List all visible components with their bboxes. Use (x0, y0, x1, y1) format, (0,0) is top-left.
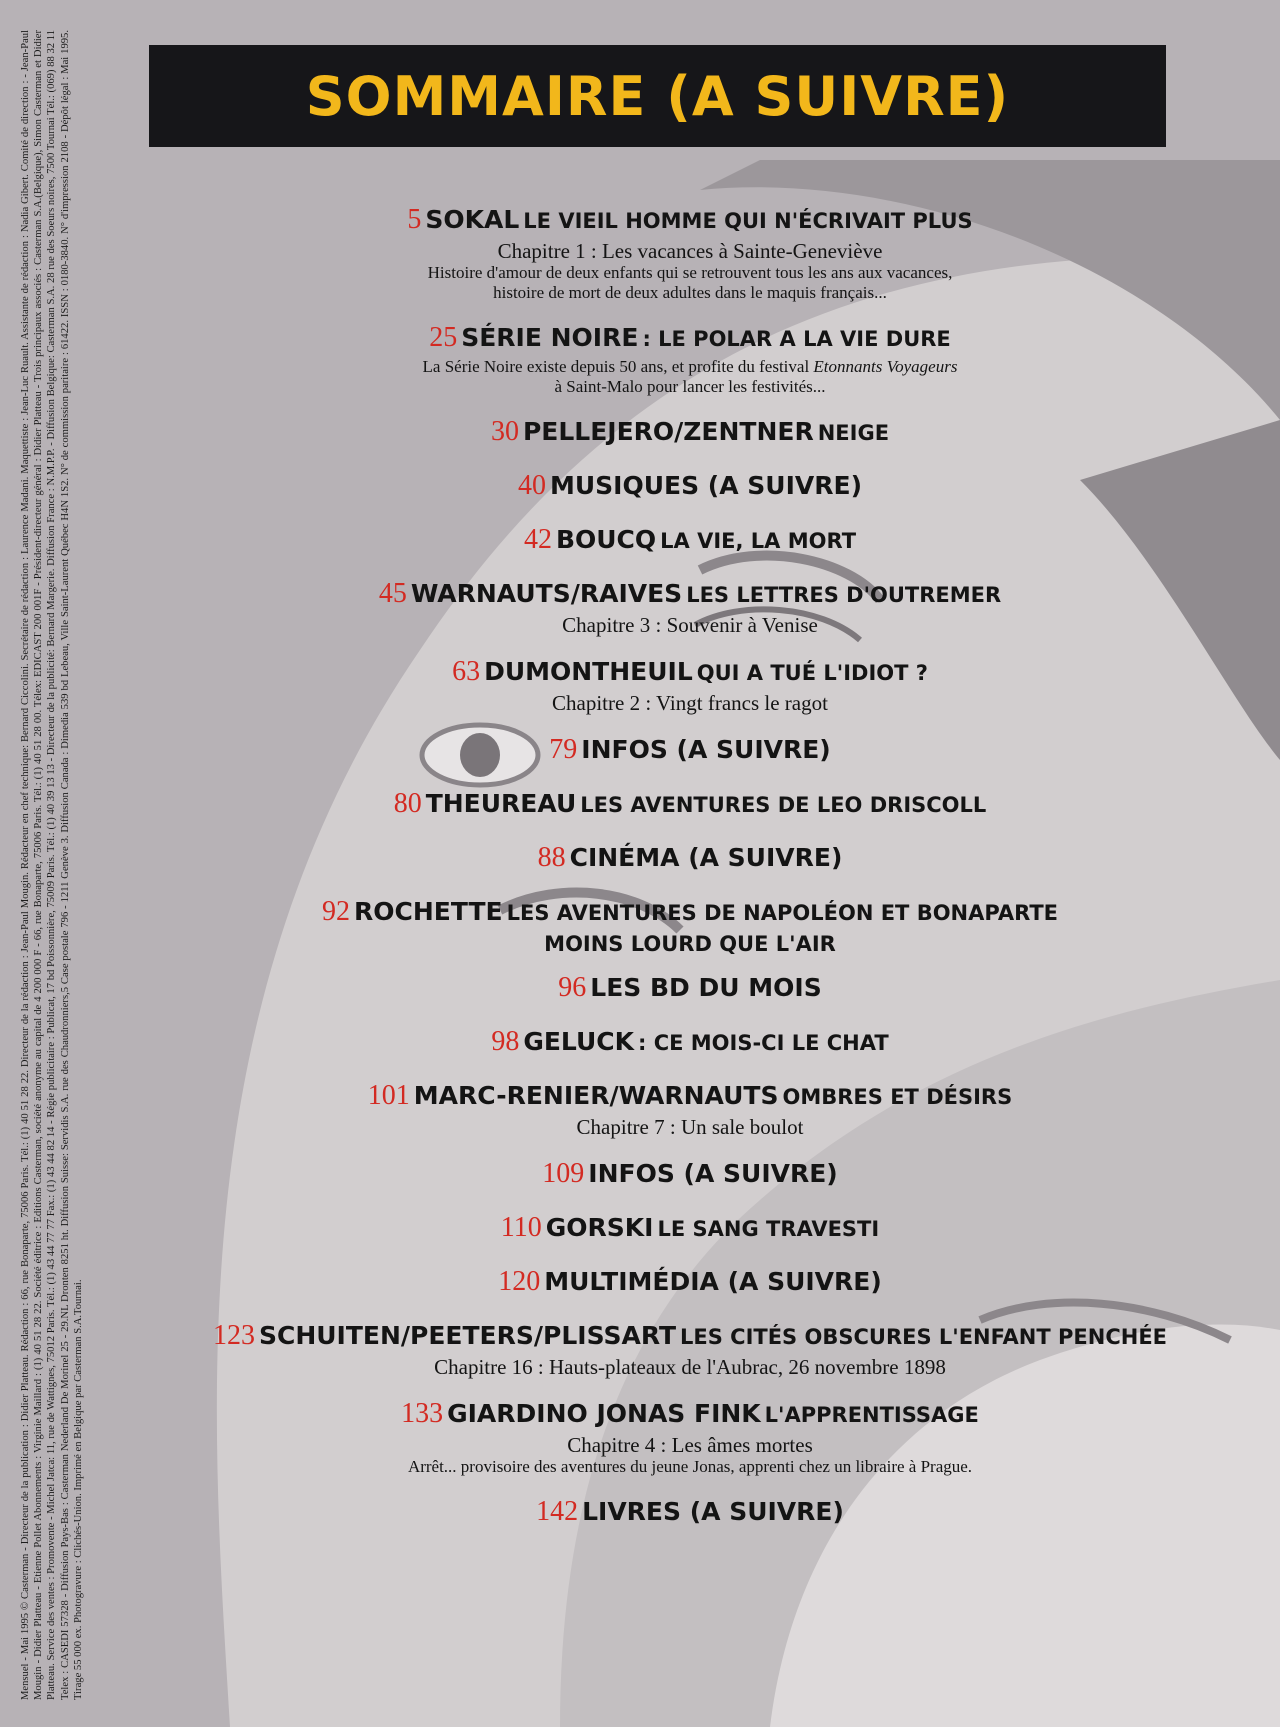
entry-author: CINÉMA (A SUIVRE) (569, 843, 843, 872)
toc-entry (190, 1497, 1190, 1531)
page-number: 109 (542, 1158, 585, 1189)
entry-author: MUSIQUES (A SUIVRE) (549, 471, 862, 500)
entry-author: INFOS (A SUIVRE) (588, 1159, 838, 1188)
entry-title: LES LETTRES D'OUTREMER (686, 583, 1002, 607)
title-banner (149, 45, 1166, 147)
entry-author: GORSKI (545, 1213, 654, 1242)
page-number: 123 (212, 1320, 255, 1351)
entry-chapter: Chapitre 1 : Les vacances à Sainte-Geneviève (497, 239, 883, 263)
entry-author: BOUCQ (555, 525, 657, 554)
page-number: 79 (549, 734, 578, 765)
entry-chapter: Chapitre 7 : Un sale boulot (576, 1115, 804, 1139)
entry-author: MULTIMÉDIA (A SUIVRE) (544, 1267, 882, 1296)
page-number: 30 (490, 416, 519, 447)
entry-title: LES CITÉS OBSCURES L'ENFANT PENCHÉE (680, 1325, 1168, 1349)
entry-author: MARC-RENIER/WARNAUTS (413, 1081, 779, 1110)
entry-title: LE VIEIL HOMME QUI N'ÉCRIVAIT PLUS (523, 209, 973, 233)
toc-entry (190, 417, 1190, 451)
toc-entry (190, 735, 1190, 769)
toc-entry (190, 1027, 1190, 1061)
page-number: 80 (393, 788, 422, 819)
toc-entry (190, 205, 1190, 303)
entry-description: Histoire d'amour de deux enfants qui se retrouvent tous les ans aux vacances, (427, 263, 953, 282)
toc-entry (190, 973, 1190, 1007)
page-title: SOMMAIRE (A SUIVRE) (305, 64, 1010, 128)
page-number: 45 (378, 578, 407, 609)
entry-title-line-2: MOINS LOURD QUE L'AIR (544, 932, 836, 956)
entry-chapter: Chapitre 16 : Hauts-plateaux de l'Aubrac, 26 novembre 1898 (434, 1355, 946, 1379)
entry-title: OMBRES ET DÉSIRS (782, 1085, 1013, 1109)
entry-title: LA VIE, LA MORT (660, 529, 857, 553)
page-number: 98 (491, 1026, 520, 1057)
toc-entry (190, 525, 1190, 559)
entry-author: PELLEJERO/ZENTNER (522, 417, 814, 446)
entry-chapter: Chapitre 4 : Les âmes mortes (567, 1433, 813, 1457)
toc-entry (190, 579, 1190, 637)
entry-title: : LE POLAR A LA VIE DURE (642, 327, 951, 351)
entry-author: INFOS (A SUIVRE) (581, 735, 831, 764)
entry-chapter: Chapitre 3 : Souvenir à Venise (562, 613, 818, 637)
toc-entry (190, 657, 1190, 715)
entry-author: GELUCK (523, 1027, 634, 1056)
page-number: 25 (429, 322, 458, 353)
entry-description: à Saint-Malo pour lancer les festivités... (554, 377, 826, 396)
entry-author: THEUREAU (425, 789, 577, 818)
toc-entry (190, 1399, 1190, 1477)
toc-entry (190, 1159, 1190, 1193)
entry-description: histoire de mort de deux adultes dans le maquis français... (493, 283, 887, 302)
page-number: 120 (498, 1266, 541, 1297)
toc-entry (190, 1213, 1190, 1247)
entry-author: ROCHETTE (353, 897, 503, 926)
toc-entry (190, 1081, 1190, 1139)
page-number: 5 (407, 204, 422, 235)
page-number: 40 (517, 470, 546, 501)
toc-entry (190, 789, 1190, 823)
page-number: 63 (452, 656, 481, 687)
toc-entry (190, 1321, 1190, 1379)
entry-title: LES AVENTURES DE NAPOLÉON ET BONAPARTE (506, 901, 1058, 925)
page-number: 96 (558, 972, 587, 1003)
entry-chapter: Chapitre 2 : Vingt francs le ragot (552, 691, 828, 715)
entry-author: WARNAUTS/RAIVES (410, 579, 683, 608)
entry-description-italic: Etonnants Voyageurs (813, 357, 958, 376)
entry-author: SOKAL (425, 205, 520, 234)
toc-entry (190, 323, 1190, 397)
entry-description: Arrêt... provisoire des aventures du jeune Jonas, apprenti chez un libraire à Prague. (407, 1457, 973, 1476)
toc-entry (190, 1267, 1190, 1301)
page-number: 101 (367, 1080, 410, 1111)
entry-title: LE SANG TRAVESTI (657, 1217, 880, 1241)
entry-title: QUI A TUÉ L'IDIOT ? (696, 661, 928, 685)
toc-entry (190, 471, 1190, 505)
entry-description: La Série Noire existe depuis 50 ans, et profite du festival (422, 357, 814, 376)
page-number: 88 (537, 842, 566, 873)
masthead-imprint (19, 30, 101, 1700)
entry-title: NEIGE (817, 421, 890, 445)
entry-title: : CE MOIS-CI LE CHAT (637, 1031, 889, 1055)
toc-entry (190, 843, 1190, 877)
table-of-contents (190, 205, 1190, 1551)
page-number: 133 (401, 1398, 444, 1429)
entry-author: DUMONTHEUIL (484, 657, 693, 686)
entry-author: LIVRES (A SUIVRE) (582, 1497, 844, 1526)
entry-title: L'APPRENTISSAGE (764, 1403, 979, 1427)
entry-author: SÉRIE NOIRE (461, 323, 639, 352)
entry-author: GIARDINO JONAS FINK (447, 1399, 761, 1428)
page-number: 142 (536, 1496, 579, 1527)
page-number: 92 (321, 896, 350, 927)
toc-entry (190, 897, 1190, 957)
entry-author: SCHUITEN/PEETERS/PLISSART (258, 1321, 676, 1350)
entry-author: LES BD DU MOIS (590, 973, 822, 1002)
masthead-text: Mensuel - Mai 1995 © Casterman - Directeur de la publication : Didier Platteau. Rédaction : 66, rue Bonaparte, 75006 Paris. Tél.: (1) 40 51 28 22. Directeur de la rédaction : Jean-Paul Mougin. Rédacteur en chef technique: Bernard Ciccolini. Secrétaire de rédaction : Laurence Madani. Maquettiste : Jean-Luc Ruault. Assistante de rédaction : Nadia Gibert. Comité de direction : - Jean-Paul Mougin - Didier Platteau - Etienne Pollet Abonnements : Virginie Maillard : (1) 40 51 28 22. Société éditrice : Editions Casterman, société anonyme au capital de 4 200 000 F - 66, rue Bonaparte, 75006 Paris. Tél.: (1) 40 51 28 00. Télex: EDICAST 200 001F - Président-directeur général : Didier Platteau - Trois principaux associés : Casterman S.A.(Belgique), Simon Casterman et Didier Platteau. Service des ventes : Promovente - Michel Jatca: 11, rue de Wattignes, 75012 Paris. Tél.: (1) 43 44 77 77 Fax.: (1) 43 44 82 14 - Régie publicitaire : Publicat, 17 bd Poissonnière, 75009 Paris. Tél.: (1) 40 39 13 13 - Directeur de la publicité: Bernard Margerie. Diffusion France : N.M.P.P. - Diffusion Belgique: Casterman S.A. 28 rue des Soeurs noires, 7500 Tournai Tél.: (069) 88 32 11 Telex : CASEDI 57328 - Diffusion Pays-Bas : Casterman Nederland De Morinel 25 - 29.NL Dronten 8251 ht. Diffusion Suisse: Servidis S.A. rue des Chaudronniers,5 Case postale 796 - 1211 Genève 3. Diffusion Canada : Dimedia 539 bd Lebeau, Ville Saint-Laurent Québec H4N 1S2. N° de commission paritaire : 61422. ISSN : 0180-3840. N° d'impression 2108 - Dépôt légal : Mai 1995. Tirage 55 000 ex. Photogravure : Clichés-Union. Imprimé en Belgique par Casterman S.A.Tournai. (20, 30, 84, 1700)
page-number: 110 (500, 1212, 542, 1243)
page-number: 42 (523, 524, 552, 555)
entry-title: LES AVENTURES DE LEO DRISCOLL (580, 793, 987, 817)
